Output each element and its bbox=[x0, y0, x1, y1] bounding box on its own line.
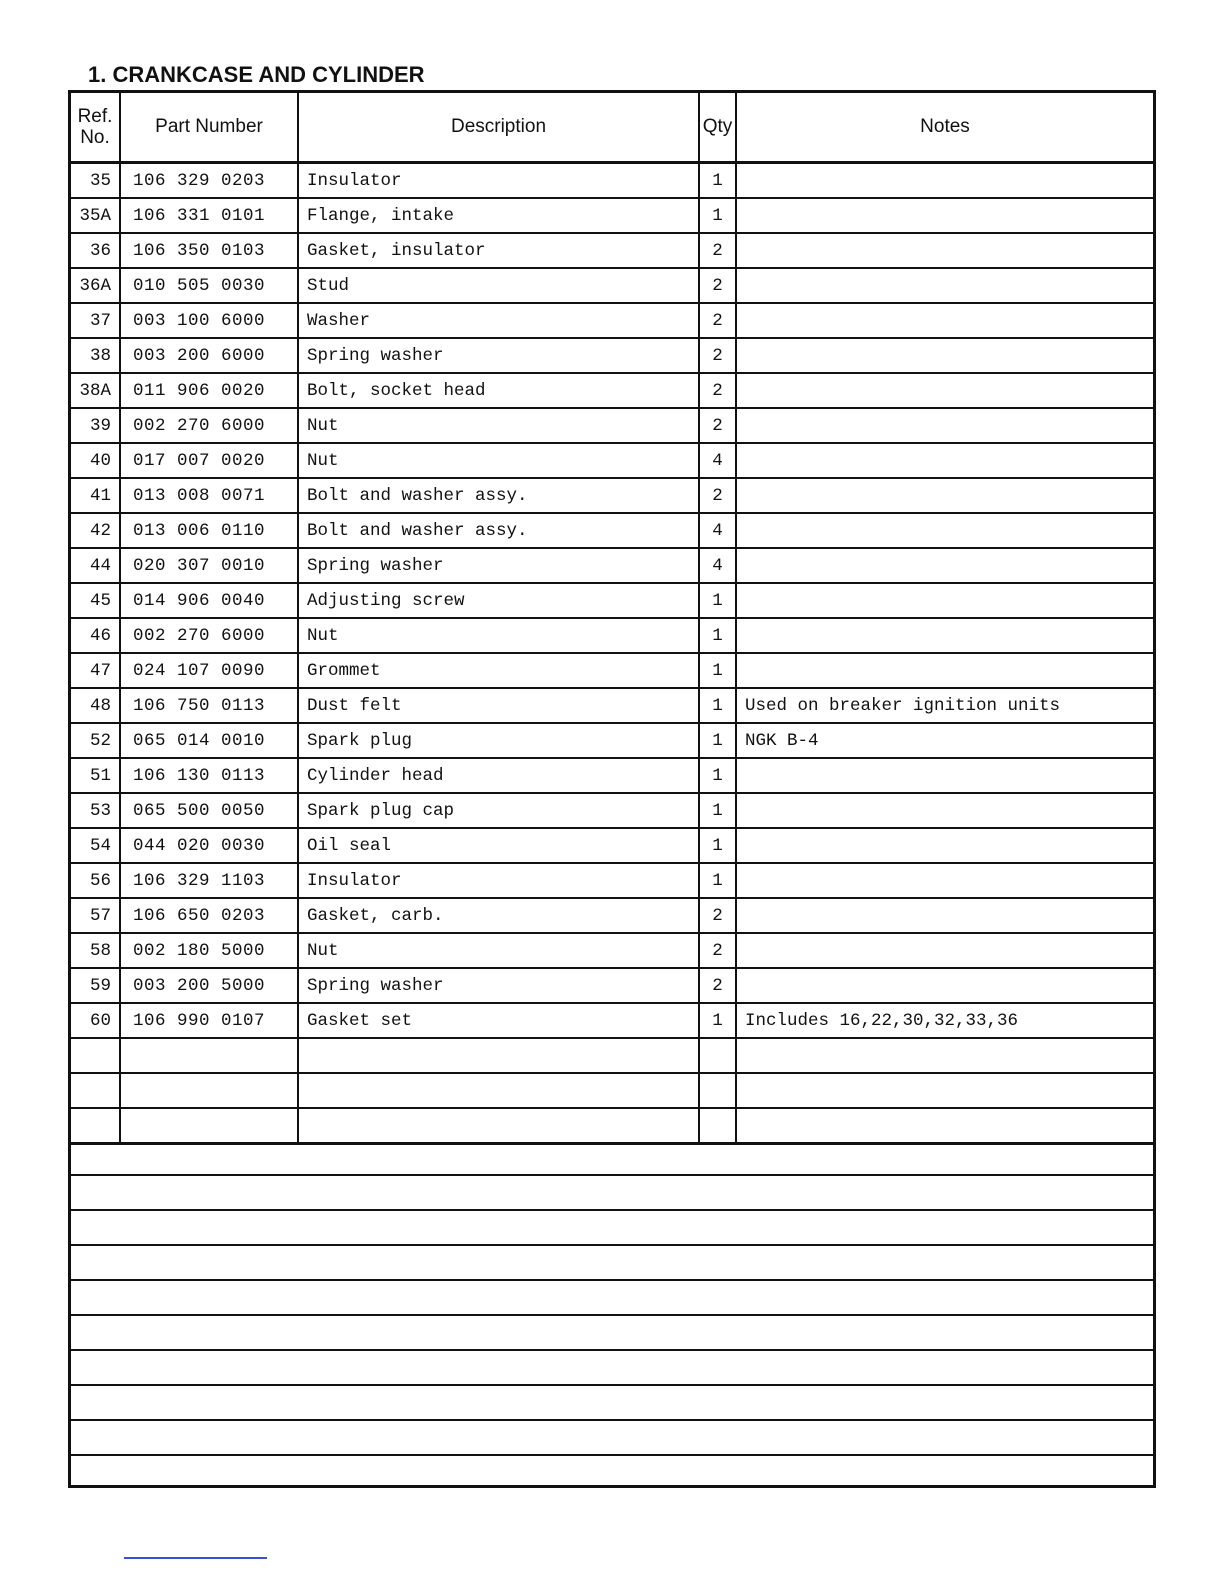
qty-cell: 2 bbox=[699, 233, 736, 268]
blank-row bbox=[71, 1038, 1153, 1073]
part-number-cell: 106 750 0113 bbox=[120, 688, 298, 723]
blank-cell bbox=[71, 1038, 120, 1073]
ref-cell: 48 bbox=[71, 688, 120, 723]
part-number-cell: 020 307 0010 bbox=[120, 548, 298, 583]
table-row bbox=[71, 163, 1153, 199]
description-cell: Gasket set bbox=[298, 1003, 699, 1038]
notes-cell bbox=[736, 233, 1153, 268]
ruled-line bbox=[71, 1351, 1153, 1386]
table-row bbox=[71, 653, 1153, 688]
ref-cell: 39 bbox=[71, 408, 120, 443]
blank-cell bbox=[120, 1038, 298, 1073]
blank-row bbox=[71, 1073, 1153, 1108]
table-row bbox=[71, 968, 1153, 1003]
notes-header: Notes bbox=[736, 93, 1153, 163]
part-number-cell: 044 020 0030 bbox=[120, 828, 298, 863]
table-row bbox=[71, 828, 1153, 863]
part-number-cell: 010 505 0030 bbox=[120, 268, 298, 303]
ref-header-line2: No. bbox=[80, 127, 110, 148]
blank-cell bbox=[699, 1038, 736, 1073]
part-number-cell: 003 200 6000 bbox=[120, 338, 298, 373]
part-number-cell: 106 329 0203 bbox=[120, 163, 298, 199]
part-number-cell: 003 100 6000 bbox=[120, 303, 298, 338]
description-header: Description bbox=[298, 93, 699, 163]
description-cell: Spark plug bbox=[298, 723, 699, 758]
qty-cell: 2 bbox=[699, 968, 736, 1003]
ruled-line bbox=[71, 1141, 1153, 1176]
table-row bbox=[71, 898, 1153, 933]
qty-header: Qty bbox=[699, 93, 736, 163]
part-number-header: Part Number bbox=[120, 93, 298, 163]
ref-cell: 60 bbox=[71, 1003, 120, 1038]
notes-cell bbox=[736, 548, 1153, 583]
part-number-cell: 065 500 0050 bbox=[120, 793, 298, 828]
page-title: 1. CRANKCASE AND CYLINDER bbox=[88, 62, 425, 87]
qty-cell: 1 bbox=[699, 863, 736, 898]
ref-cell: 52 bbox=[71, 723, 120, 758]
table-row bbox=[71, 758, 1153, 793]
notes-cell bbox=[736, 618, 1153, 653]
description-cell: Spark plug cap bbox=[298, 793, 699, 828]
qty-cell: 2 bbox=[699, 408, 736, 443]
notes-cell bbox=[736, 968, 1153, 1003]
notes-cell bbox=[736, 653, 1153, 688]
table-row bbox=[71, 933, 1153, 968]
notes-cell bbox=[736, 338, 1153, 373]
description-cell: Spring washer bbox=[298, 548, 699, 583]
ref-cell: 53 bbox=[71, 793, 120, 828]
part-number-cell: 002 270 6000 bbox=[120, 408, 298, 443]
description-cell: Grommet bbox=[298, 653, 699, 688]
ref-cell: 57 bbox=[71, 898, 120, 933]
notes-cell bbox=[736, 863, 1153, 898]
notes-cell bbox=[736, 513, 1153, 548]
qty-cell: 1 bbox=[699, 198, 736, 233]
notes-cell bbox=[736, 793, 1153, 828]
table-row bbox=[71, 338, 1153, 373]
blank-cell bbox=[736, 1038, 1153, 1073]
notes-cell bbox=[736, 478, 1153, 513]
ref-cell: 42 bbox=[71, 513, 120, 548]
ref-cell: 59 bbox=[71, 968, 120, 1003]
blank-cell bbox=[120, 1108, 298, 1144]
table-row bbox=[71, 268, 1153, 303]
ref-cell: 36 bbox=[71, 233, 120, 268]
notes-cell bbox=[736, 268, 1153, 303]
ref-cell: 45 bbox=[71, 583, 120, 618]
notes-cell: Includes 16,22,30,32,33,36 bbox=[736, 1003, 1153, 1038]
table-row bbox=[71, 233, 1153, 268]
table-row bbox=[71, 723, 1153, 758]
description-cell: Spring washer bbox=[298, 968, 699, 1003]
ref-cell: 54 bbox=[71, 828, 120, 863]
ref-header-line1: Ref. bbox=[77, 106, 113, 127]
blank-cell bbox=[71, 1108, 120, 1144]
qty-cell: 2 bbox=[699, 933, 736, 968]
part-number-cell: 106 329 1103 bbox=[120, 863, 298, 898]
table-row bbox=[71, 863, 1153, 898]
notes-cell bbox=[736, 828, 1153, 863]
description-cell: Nut bbox=[298, 618, 699, 653]
ruled-line bbox=[71, 1246, 1153, 1281]
qty-cell: 1 bbox=[699, 1003, 736, 1038]
blank-cell bbox=[736, 1073, 1153, 1108]
blank-cell bbox=[298, 1038, 699, 1073]
qty-cell: 1 bbox=[699, 723, 736, 758]
description-cell: Insulator bbox=[298, 163, 699, 199]
notes-cell bbox=[736, 373, 1153, 408]
table-row bbox=[71, 548, 1153, 583]
part-number-cell: 011 906 0020 bbox=[120, 373, 298, 408]
blank-cell bbox=[699, 1108, 736, 1144]
ref-no-header bbox=[71, 93, 120, 163]
ref-cell: 35A bbox=[71, 198, 120, 233]
notes-cell bbox=[736, 303, 1153, 338]
parts-sheet bbox=[68, 90, 1156, 1488]
part-number-cell: 106 130 0113 bbox=[120, 758, 298, 793]
table-row bbox=[71, 513, 1153, 548]
ruled-line bbox=[71, 1211, 1153, 1246]
part-number-cell: 003 200 5000 bbox=[120, 968, 298, 1003]
description-cell: Bolt and washer assy. bbox=[298, 478, 699, 513]
ref-cell: 35 bbox=[71, 163, 120, 199]
table-row bbox=[71, 198, 1153, 233]
notes-cell: Used on breaker ignition units bbox=[736, 688, 1153, 723]
table-row bbox=[71, 688, 1153, 723]
ref-cell: 56 bbox=[71, 863, 120, 898]
ref-cell: 38 bbox=[71, 338, 120, 373]
description-cell: Oil seal bbox=[298, 828, 699, 863]
part-number-cell: 065 014 0010 bbox=[120, 723, 298, 758]
part-number-cell: 017 007 0020 bbox=[120, 443, 298, 478]
ruled-line bbox=[71, 1386, 1153, 1421]
description-cell: Bolt and washer assy. bbox=[298, 513, 699, 548]
table-row bbox=[71, 443, 1153, 478]
table-row bbox=[71, 793, 1153, 828]
table-row bbox=[71, 618, 1153, 653]
description-cell: Adjusting screw bbox=[298, 583, 699, 618]
description-cell: Nut bbox=[298, 443, 699, 478]
ref-cell: 46 bbox=[71, 618, 120, 653]
description-cell: Nut bbox=[298, 933, 699, 968]
header-row bbox=[71, 93, 1153, 163]
ref-cell: 47 bbox=[71, 653, 120, 688]
description-cell: Gasket, carb. bbox=[298, 898, 699, 933]
qty-cell: 2 bbox=[699, 303, 736, 338]
part-number-cell: 013 008 0071 bbox=[120, 478, 298, 513]
qty-cell: 1 bbox=[699, 653, 736, 688]
qty-cell: 1 bbox=[699, 758, 736, 793]
part-number-cell: 002 270 6000 bbox=[120, 618, 298, 653]
qty-cell: 1 bbox=[699, 618, 736, 653]
ruled-line bbox=[71, 1316, 1153, 1351]
part-number-cell: 106 331 0101 bbox=[120, 198, 298, 233]
ruled-line bbox=[71, 1421, 1153, 1456]
blank-cell bbox=[120, 1073, 298, 1108]
ref-cell: 51 bbox=[71, 758, 120, 793]
ref-cell: 41 bbox=[71, 478, 120, 513]
qty-cell: 1 bbox=[699, 583, 736, 618]
ref-cell: 40 bbox=[71, 443, 120, 478]
notes-cell bbox=[736, 163, 1153, 199]
table-row bbox=[71, 583, 1153, 618]
qty-cell: 4 bbox=[699, 548, 736, 583]
parts-table bbox=[71, 93, 1153, 1145]
blank-cell bbox=[298, 1108, 699, 1144]
description-cell: Nut bbox=[298, 408, 699, 443]
qty-cell: 1 bbox=[699, 793, 736, 828]
description-cell: Insulator bbox=[298, 863, 699, 898]
qty-cell: 2 bbox=[699, 373, 736, 408]
ruled-line bbox=[71, 1281, 1153, 1316]
notes-cell bbox=[736, 898, 1153, 933]
description-cell: Stud bbox=[298, 268, 699, 303]
ruled-notes-area bbox=[71, 1141, 1153, 1489]
table-row bbox=[71, 373, 1153, 408]
qty-cell: 4 bbox=[699, 513, 736, 548]
notes-cell: NGK B-4 bbox=[736, 723, 1153, 758]
table-row bbox=[71, 303, 1153, 338]
table-row bbox=[71, 478, 1153, 513]
notes-cell bbox=[736, 583, 1153, 618]
ref-cell: 36A bbox=[71, 268, 120, 303]
part-number-cell: 024 107 0090 bbox=[120, 653, 298, 688]
description-cell: Flange, intake bbox=[298, 198, 699, 233]
description-cell: Washer bbox=[298, 303, 699, 338]
ref-cell: 37 bbox=[71, 303, 120, 338]
part-number-cell: 002 180 5000 bbox=[120, 933, 298, 968]
qty-cell: 2 bbox=[699, 268, 736, 303]
qty-cell: 2 bbox=[699, 898, 736, 933]
part-number-cell: 106 650 0203 bbox=[120, 898, 298, 933]
description-cell: Gasket, insulator bbox=[298, 233, 699, 268]
qty-cell: 1 bbox=[699, 688, 736, 723]
parts-body bbox=[71, 163, 1153, 1144]
blank-cell bbox=[71, 1073, 120, 1108]
blank-row bbox=[71, 1108, 1153, 1144]
notes-cell bbox=[736, 198, 1153, 233]
description-cell: Spring washer bbox=[298, 338, 699, 373]
qty-cell: 4 bbox=[699, 443, 736, 478]
table-row bbox=[71, 408, 1153, 443]
notes-cell bbox=[736, 933, 1153, 968]
qty-cell: 1 bbox=[699, 828, 736, 863]
part-number-cell: 106 350 0103 bbox=[120, 233, 298, 268]
ref-cell: 38A bbox=[71, 373, 120, 408]
ref-cell: 44 bbox=[71, 548, 120, 583]
qty-cell: 2 bbox=[699, 338, 736, 373]
part-number-cell: 013 006 0110 bbox=[120, 513, 298, 548]
description-cell: Bolt, socket head bbox=[298, 373, 699, 408]
description-cell: Dust felt bbox=[298, 688, 699, 723]
part-number-cell: 014 906 0040 bbox=[120, 583, 298, 618]
description-cell: Cylinder head bbox=[298, 758, 699, 793]
part-number-cell: 106 990 0107 bbox=[120, 1003, 298, 1038]
ref-cell: 58 bbox=[71, 933, 120, 968]
footer-link-underline bbox=[124, 1557, 267, 1559]
blank-cell bbox=[699, 1073, 736, 1108]
blank-cell bbox=[298, 1073, 699, 1108]
ruled-line bbox=[71, 1456, 1153, 1489]
notes-cell bbox=[736, 443, 1153, 478]
qty-cell: 2 bbox=[699, 478, 736, 513]
ruled-line bbox=[71, 1176, 1153, 1211]
qty-cell: 1 bbox=[699, 163, 736, 199]
notes-cell bbox=[736, 758, 1153, 793]
table-row bbox=[71, 1003, 1153, 1038]
blank-cell bbox=[736, 1108, 1153, 1144]
notes-cell bbox=[736, 408, 1153, 443]
